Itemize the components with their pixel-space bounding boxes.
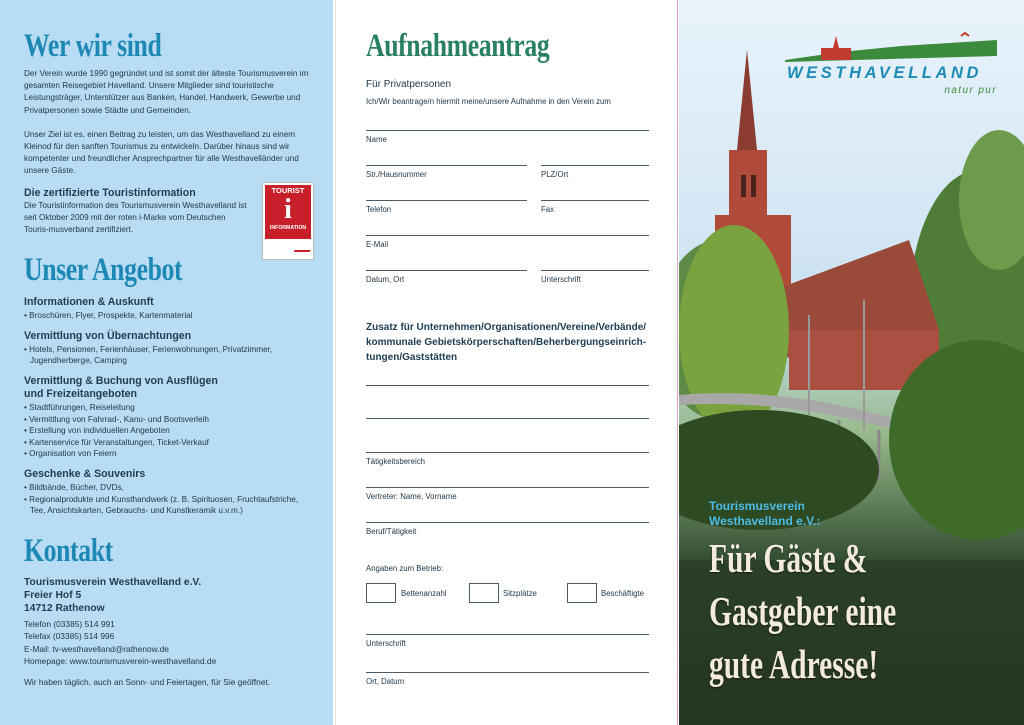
date-place-field[interactable] [366, 270, 527, 284]
membership-form [335, 0, 678, 725]
church-spire-icon [737, 50, 757, 150]
info-i-icon: i [284, 193, 292, 225]
association-name [709, 499, 820, 529]
business-line-2[interactable] [366, 418, 649, 419]
about-paragraph-2: Unser Ziel ist es, einen Beitrag zu leisten, um das Westhavelland zu einem Kleinod für den sanften Tourismus zu entwickeln. Darüber hinaus sind wir kompetenter und freundlicher Ansprechpartner für alle Westhavelländer und unsere Gäste. [24, 129, 299, 176]
place-date-field[interactable] [366, 672, 649, 686]
cover-panel [679, 0, 1024, 725]
signature2-label: Unterschrift [366, 639, 406, 648]
certified-info-section [24, 187, 309, 237]
badge-footer [265, 241, 311, 258]
email-label: E-Mail [366, 240, 389, 249]
offer-item: • Hotels, Pensionen, Ferienhäuser, Ferienwohnungen, Privatzimmer, Jugendherberge, Camping [24, 344, 309, 367]
offer-block-gifts [24, 468, 309, 517]
logo-tagline: natur pur [944, 85, 997, 96]
heading-offer: Unser Angebot [24, 252, 183, 289]
beds-input-box[interactable] [366, 583, 396, 603]
phone-number: Telefon (03385) 514 991 [24, 618, 115, 629]
offer-item: • Regionalprodukte und Kunsthandwerk (z. B. Spirituosen, Fruchtaufstriche, Tee, Ansichtskarten, Gebrauchs- und Kunstkeramik u.v.m.) [24, 494, 309, 517]
opening-hours: Wir haben täglich, auch an Sonn- und Feiertagen, für Sie geöffnet. [24, 676, 271, 687]
name-field[interactable] [366, 130, 649, 144]
activity-label: Tätigkeitsbereich [366, 457, 425, 466]
representative-label: Vertreter: Name, Vorname [366, 492, 457, 501]
cover-slogan [709, 532, 896, 691]
about-paragraph-1: Der Verein wurde 1990 gegründet und ist somit der älteste Tourismusverein im gesamten Reisegebiet Havelland. Unsere Mitglieder sind touristische Leistungsträger, Unterstützer aus Banken, Handel, Handwerk, Gewerbe und Privatpersonen sowie Städte und Gemeinden. [24, 69, 309, 115]
offer-item: • Erstellung von individuellen Angeboten [24, 425, 309, 437]
contact-section [24, 531, 309, 688]
street-field[interactable] [366, 165, 527, 179]
heading-about: Wer wir sind [24, 28, 162, 64]
plz-label: PLZ/Ort [541, 170, 569, 179]
business-section-title [366, 320, 651, 365]
offer-block-excursions [24, 375, 309, 460]
offer-block-info [24, 296, 309, 322]
fax-label: Fax [541, 205, 554, 214]
date-place-label: Datum, Ort [366, 275, 405, 284]
offer-item: • Bildbände, Bücher, DVDs, [24, 482, 309, 494]
heading-contact: Kontakt [24, 532, 113, 569]
signature-label: Unterschrift [541, 275, 581, 284]
form-title: Aufnahmeantrag [366, 28, 550, 64]
offer-title: Geschenke & Souvenirs [24, 467, 146, 480]
plz-field[interactable] [541, 165, 649, 179]
association-line-2: Westhavelland e.V.: [709, 514, 821, 528]
seats-input-box[interactable] [469, 583, 499, 603]
offer-item: • Stadtführungen, Reiseleitung [24, 402, 309, 414]
badge-bottom-text: INFORMATION [269, 224, 307, 231]
offer-item: • Vermittlung von Fahrrad-, Kanu- und Bootsverleih [24, 414, 309, 426]
left-panel [0, 0, 333, 725]
slogan-line-1: Für Gäste & [709, 535, 868, 581]
cert-text: Die Touristinformation des Tourismusverein Westhavelland ist seit Oktober 2009 mit der roten i-Marke vom Deutschen Touris-musverband zertifiziert. [24, 200, 247, 235]
address-city: 14712 Rathenow [24, 602, 105, 614]
westhavelland-logo [781, 30, 1003, 105]
address-street: Freier Hof 5 [24, 589, 82, 601]
employees-label: Beschäftigte [601, 589, 644, 598]
tourist-information-badge [262, 182, 314, 260]
name-label: Name [366, 135, 387, 144]
business-line-1[interactable] [366, 385, 649, 386]
private-title: Für Privatpersonen [366, 79, 452, 90]
offer-item: • Organisation von Feiern [24, 448, 309, 460]
employees-input-box[interactable] [567, 583, 597, 603]
address-org: Tourismusverein Westhavelland e.V. [24, 576, 202, 588]
slogan-line-3: gute Adresse! [709, 641, 879, 687]
offer-item: • Broschüren, Flyer, Prospekte, Kartenmaterial [24, 310, 309, 322]
dtv-swoosh-icon [291, 250, 310, 256]
business-title: Zusatz für Unternehmen/Organisationen/Vereine/Verbände/ kommunale Gebietskörperschaften/Beherbergungseinrich-tungen/Gaststätten [366, 322, 647, 363]
profession-field[interactable] [366, 522, 649, 536]
offer-item: • Kartenservice für Veranstaltungen, Ticket-Verkauf [24, 437, 309, 449]
business-info-label: Angaben zum Betrieb: [366, 564, 444, 573]
profession-label: Beruf/Tätigkeit [366, 527, 417, 536]
representative-field[interactable] [366, 487, 649, 501]
street-label: Str./Hausnummer [366, 170, 427, 179]
signature-field[interactable] [541, 270, 649, 284]
seats-label: Sitzplätze [503, 589, 537, 598]
association-line-1: Tourismusverein [709, 499, 805, 513]
fax-field[interactable] [541, 200, 649, 214]
offer-block-lodging [24, 330, 309, 367]
homepage-link[interactable]: Homepage: www.tourismusverein-westhavelland.de [24, 656, 217, 667]
cert-title: Die zertifizierte Touristinformation [24, 186, 196, 199]
activity-field[interactable] [366, 452, 649, 466]
place-date-label: Ort, Datum [366, 677, 405, 686]
offer-title: Informationen & Auskunft [24, 296, 154, 309]
offer-title: Vermittlung von Übernachtungen [24, 329, 192, 342]
phone-field[interactable] [366, 200, 527, 214]
private-text: Ich/Wir beantrage/n hiermit meine/unsere Aufnahme in den Verein zum [366, 97, 611, 106]
fax-number: Telefax (03385) 514 996 [24, 631, 115, 642]
signature2-field[interactable] [366, 634, 649, 648]
email-address[interactable]: E-Mail: tv-westhavelland@rathenow.de [24, 643, 169, 654]
logo-wordmark: WESTHAVELLAND [787, 64, 982, 82]
offer-title: Vermittlung & Buchung von Ausflügen und Freizeitangeboten [24, 375, 218, 401]
slogan-line-2: Gastgeber eine [709, 588, 897, 634]
email-field[interactable] [366, 235, 649, 249]
badge-top-text: TOURIST [271, 185, 305, 195]
phone-label: Telefon [366, 205, 392, 214]
beds-label: Bettenanzahl [401, 589, 447, 598]
